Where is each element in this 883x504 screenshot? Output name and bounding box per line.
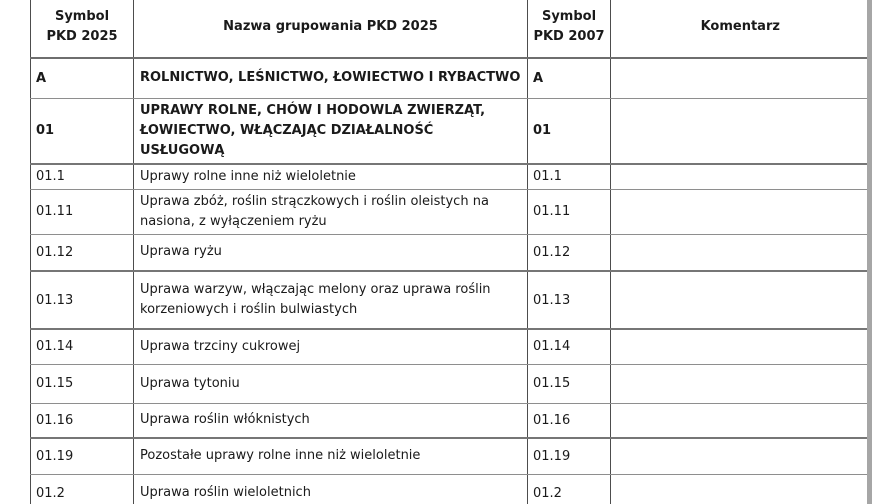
cell-name: ROLNICTWO, LEŚNICTWO, ŁOWIECTWO I RYBACTWO	[134, 58, 528, 98]
cell-symbol-2025: 01.19	[31, 438, 134, 474]
table-row	[31, 403, 870, 438]
table-row	[31, 234, 870, 271]
cell-symbol-2025: 01.16	[31, 403, 134, 438]
header-symbol-pkd-2025	[31, 0, 134, 58]
cell-symbol-2025: 01.15	[31, 364, 134, 403]
cell-symbol-2025: 01.13	[31, 271, 134, 329]
cell-name: Uprawy rolne inne niż wieloletnie	[134, 164, 528, 190]
header-line: Symbol	[54, 8, 110, 24]
cell-symbol-2007: 01	[528, 98, 611, 164]
cell-name: UPRAWY ROLNE, CHÓW I HODOWLA ZWIERZĄT, ŁOWIECTWO, WŁĄCZAJĄC DZIAŁALNOŚĆ USŁUGOWĄ	[134, 98, 528, 164]
cell-name: Uprawa roślin wieloletnich	[134, 474, 528, 504]
cell-symbol-2007: A	[528, 58, 611, 98]
cell-symbol-2007: 01.1	[528, 164, 611, 190]
cell-symbol-2025: 01	[31, 98, 134, 164]
table-outer-right-border	[867, 0, 872, 504]
header-symbol-pkd-2007	[528, 0, 611, 58]
header-line: Symbol	[541, 8, 597, 24]
cell-name: Pozostałe uprawy rolne inne niż wieloletnie	[134, 438, 528, 474]
cell-comment	[611, 234, 870, 271]
table-row	[31, 271, 870, 329]
header-komentarz	[611, 0, 870, 58]
table-row	[31, 164, 870, 190]
header-nazwa-grupowania-pkd-2025	[134, 0, 528, 58]
cell-name: Uprawa ryżu	[134, 234, 528, 271]
cell-comment	[611, 58, 870, 98]
table-row	[31, 189, 870, 234]
cell-comment	[611, 403, 870, 438]
table-row	[31, 474, 870, 504]
cell-comment	[611, 474, 870, 504]
cell-symbol-2025: 01.12	[31, 234, 134, 271]
table-row	[31, 364, 870, 403]
pkd-mapping-table	[30, 0, 870, 504]
table-row	[31, 329, 870, 364]
cell-symbol-2025: 01.14	[31, 329, 134, 364]
cell-symbol-2007: 01.19	[528, 438, 611, 474]
cell-symbol-2007: 01.12	[528, 234, 611, 271]
cell-symbol-2007: 01.11	[528, 189, 611, 234]
header-line: PKD 2007	[533, 28, 605, 44]
cell-symbol-2007: 01.13	[528, 271, 611, 329]
header-line: PKD 2025	[46, 28, 118, 44]
cell-name: Uprawa roślin włóknistych	[134, 403, 528, 438]
cell-symbol-2025: 01.11	[31, 189, 134, 234]
cell-comment	[611, 329, 870, 364]
cell-comment	[611, 271, 870, 329]
table-row	[31, 438, 870, 474]
cell-symbol-2007: 01.16	[528, 403, 611, 438]
cell-symbol-2007: 01.14	[528, 329, 611, 364]
cell-symbol-2007: 01.15	[528, 364, 611, 403]
cell-symbol-2025: 01.2	[31, 474, 134, 504]
cell-comment	[611, 164, 870, 190]
header-line: Komentarz	[700, 18, 780, 34]
table-row-section-a	[31, 58, 870, 98]
table-header-row	[31, 0, 870, 58]
cell-comment	[611, 98, 870, 164]
cell-name: Uprawa trzciny cukrowej	[134, 329, 528, 364]
table-row-division-01	[31, 98, 870, 164]
cell-symbol-2007: 01.2	[528, 474, 611, 504]
cell-comment	[611, 364, 870, 403]
cell-name: Uprawa zbóż, roślin strączkowych i roślin oleistych na nasiona, z wyłączeniem ryżu	[134, 189, 528, 234]
header-line: Nazwa grupowania PKD 2025	[223, 18, 438, 34]
cell-comment	[611, 189, 870, 234]
cell-symbol-2025: A	[31, 58, 134, 98]
cell-name: Uprawa warzyw, włączając melony oraz uprawa roślin korzeniowych i roślin bulwiastych	[134, 271, 528, 329]
cell-comment	[611, 438, 870, 474]
cell-symbol-2025: 01.1	[31, 164, 134, 190]
cell-name: Uprawa tytoniu	[134, 364, 528, 403]
